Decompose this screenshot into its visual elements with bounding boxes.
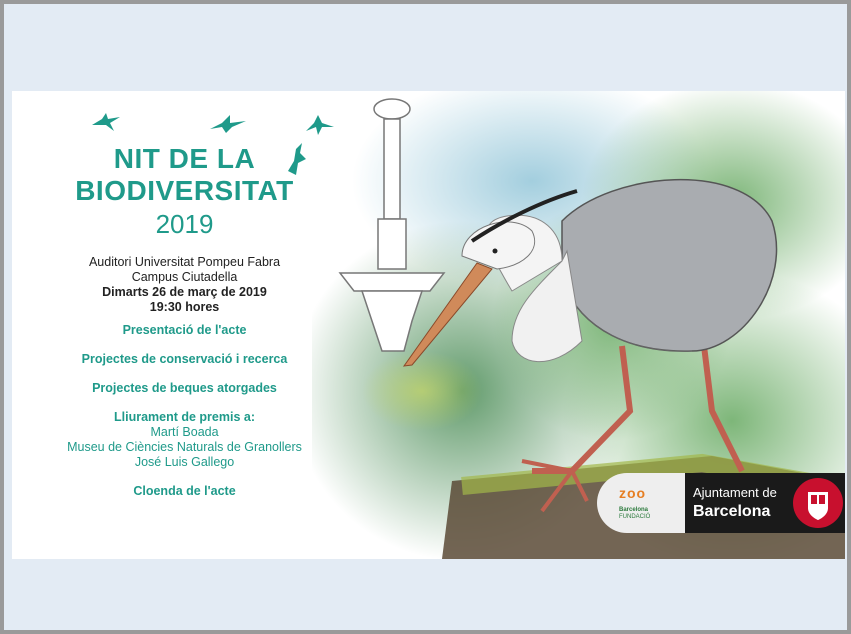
zoo-logo [597,473,685,533]
award-winner: José Luis Gallego [134,455,235,469]
event-poster [12,91,845,559]
agenda-item: Projectes de beques atorgades [92,381,277,395]
poster-text-column [12,91,357,559]
award-winner: Martí Boada [150,425,219,439]
zoo-logo-text: zoo [619,485,647,501]
city-council-logo [685,473,845,533]
zoo-logo-sub1: Barcelona [619,507,649,513]
agenda-item: Presentació de l'acte [122,323,247,337]
event-title-line2: BIODIVERSITAT [75,175,294,206]
event-title-line1: NIT DE LA [113,143,256,174]
flying-bird-icon [208,113,248,135]
flying-bird-icon [90,111,124,133]
city-council-line1: Ajuntament de [693,485,777,500]
barcelona-shield-icon [793,478,843,528]
award-winner: Museu de Ciències Naturals de Granollers [67,440,302,454]
event-year: 2019 [155,209,214,239]
venue-line2: Campus Ciutadella [131,270,238,284]
agenda-item: Projectes de conservació i recerca [81,352,288,366]
city-council-line2: Barcelona [693,503,771,520]
awards-heading: Lliurament de premis a: [113,410,255,424]
event-time: 19:30 hores [149,300,220,314]
sponsor-logos [597,473,845,533]
event-date: Dimarts 26 de març de 2019 [102,285,267,299]
agenda-item: Cloenda de l'acte [133,484,236,498]
venue-line1: Auditori Universitat Pompeu Fabra [88,255,281,269]
zoo-logo-sub2: FUNDACIÓ [619,514,651,520]
